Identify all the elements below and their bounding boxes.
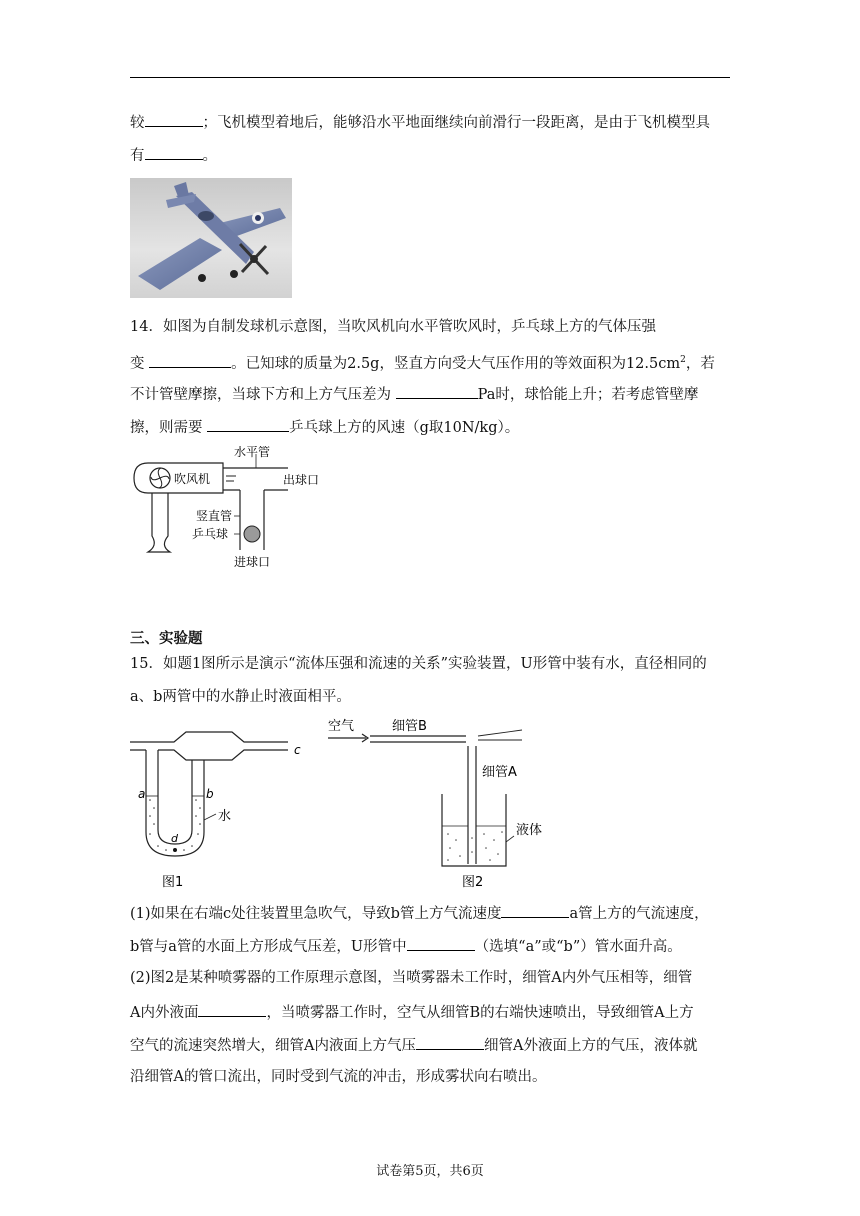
q14-line-1: 14．如图为自制发球机示意图，当吹风机向水平管吹风时，乒乓球上方的气体压强: [130, 319, 656, 335]
header-rule: [130, 77, 730, 78]
label-inlet: 进球口: [234, 555, 271, 569]
q14-line-2: 变 。已知球的质量为2.5g，竖直方向受大气压作用的等效面积为$12.5cm^2$，若: [130, 350, 715, 374]
figure-1-caption: 图1: [162, 875, 184, 890]
answer-blank[interactable]: [501, 902, 569, 918]
ping-pong-ball: [244, 526, 260, 542]
q15-part2-line-1: (2)图2是某种喷雾器的工作原理示意图，当喷雾器未工作时，细管A内外气压相等，细管: [130, 970, 693, 986]
figure-2-caption: 图2: [462, 875, 484, 890]
page-footer: 试卷第5页，共6页: [376, 1164, 484, 1179]
label-horizontal-pipe: 水平管: [234, 446, 271, 459]
q15-part1-line-2: b管与a管的水面上方形成气压差，U形管中 （选填“a”或“b”）管水面升高。: [130, 935, 682, 957]
q15-part2-line-2: A内外液面 ，当喷雾器工作时，空气从细管B的右端快速喷出，导致细管A上方: [130, 1001, 694, 1023]
answer-blank[interactable]: [198, 1001, 266, 1017]
answer-blank[interactable]: [149, 352, 231, 368]
section-title: 三、实验题: [130, 631, 203, 647]
q13-line-1: 较 ；飞机模型着地后，能够沿水平地面继续向前滑行一段距离，是由于飞机模型具: [130, 111, 710, 133]
sprayer-diagram: [326, 716, 566, 892]
airplane-model-photo: [130, 178, 292, 298]
label-a: a: [138, 787, 146, 801]
q14-line-4: 擦，则需要 乒乓球上方的风速（g取10N/kg）。: [130, 416, 519, 438]
answer-blank[interactable]: [396, 383, 478, 399]
label-blower: 吹风机: [174, 472, 211, 486]
q15-line-2: a、b两管中的水静止时液面相平。: [130, 689, 351, 705]
q13-line-2: 有 。: [130, 144, 217, 166]
q15-part1-line-1: (1)如果在右端c处往装置里急吹气，导致b管上方气流速度 a管上方的气流速度，: [130, 902, 709, 924]
label-c: c: [294, 743, 301, 757]
label-liquid: 液体: [516, 823, 543, 838]
label-b: b: [206, 787, 214, 801]
answer-blank[interactable]: [416, 1034, 484, 1050]
label-outlet: 出球口: [283, 473, 320, 487]
u-tube-diagram: [128, 730, 308, 892]
label-ball: 乒乓球: [192, 527, 229, 541]
q15-part2-line-4: 沿细管A的管口流出，同时受到气流的冲击，形成雾状向右喷出。: [130, 1069, 547, 1085]
label-air: 空气: [328, 719, 355, 734]
answer-blank[interactable]: [145, 144, 203, 160]
label-tube-b: 细管B: [392, 719, 427, 734]
label-water: 水: [218, 809, 232, 824]
answer-blank[interactable]: [407, 935, 475, 951]
answer-blank[interactable]: [207, 416, 289, 432]
label-vertical-pipe: 竖直管: [196, 509, 233, 523]
answer-blank[interactable]: [145, 111, 203, 127]
q15-part2-line-3: 空气的流速突然增大，细管A内液面上方气压 细管A外液面上方的气压，液体就: [130, 1034, 697, 1056]
q15-line-1: 15．如题1图所示是演示“流体压强和流速的关系”实验装置，U形管中装有水，直径相同的: [130, 656, 707, 672]
label-tube-a: 细管A: [482, 765, 517, 780]
label-d: d: [171, 832, 178, 845]
q14-line-3: 不计管壁摩擦，当球下方和上方气压差为 Pa时，球恰能上升；若考虑管壁摩: [130, 383, 698, 405]
ball-launcher-diagram: [128, 446, 338, 574]
